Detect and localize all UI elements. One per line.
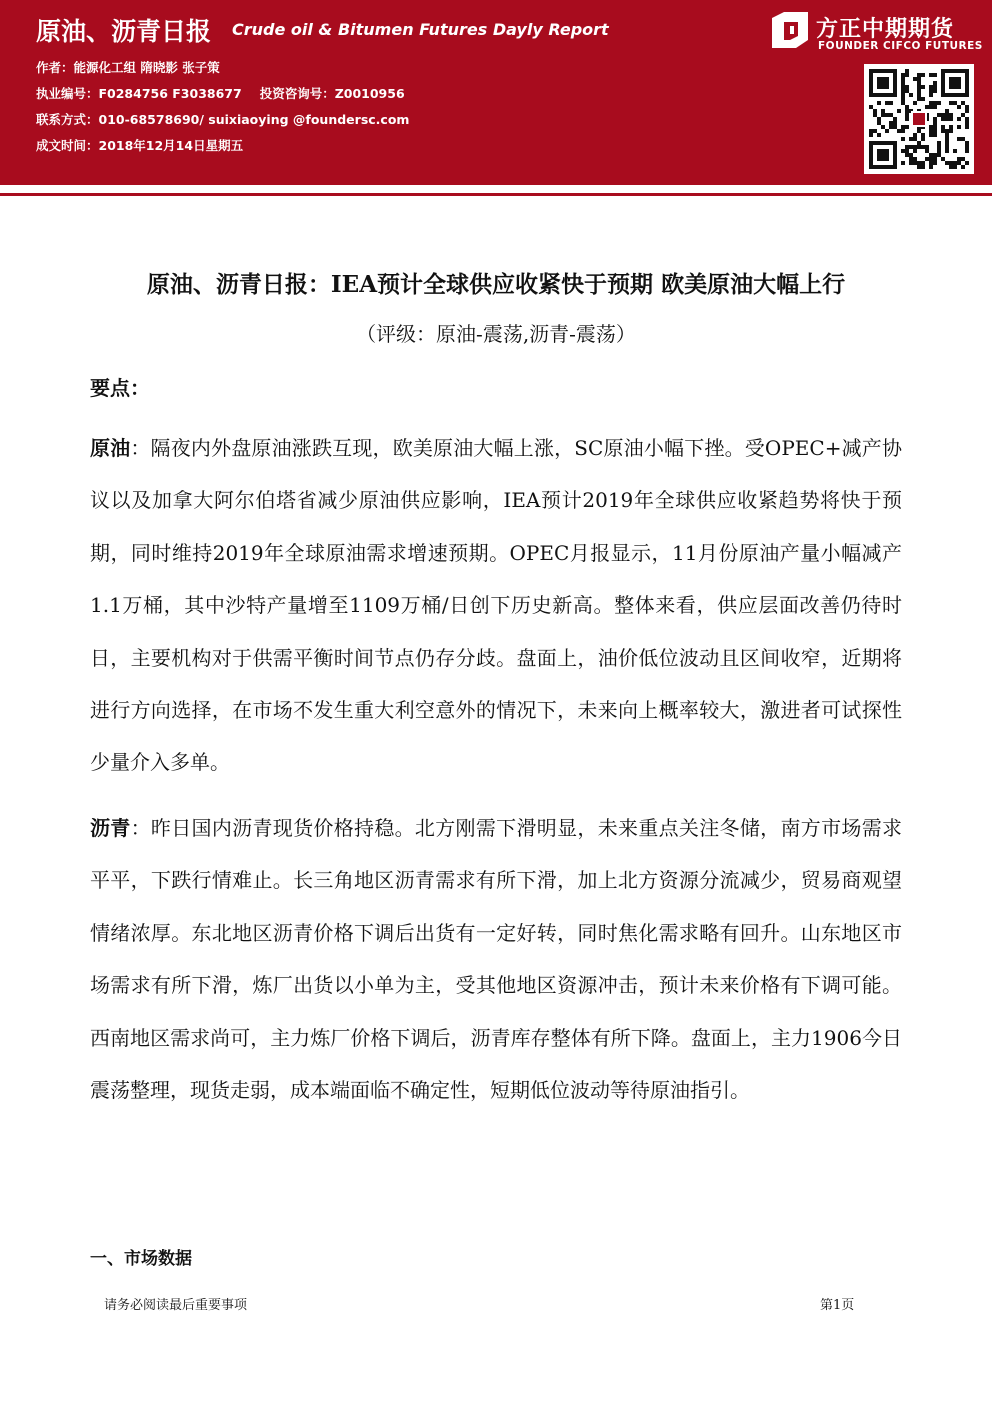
crude-oil-text: ：隔夜内外盘原油涨跌互现，欧美原油大幅上涨，SC原油小幅下挫。受OPEC+减产协议以及加拿大阿尔伯塔省减少原油供应影响，IEA预计2019年全球供应收紧趋势将快于预期，同时维持2019年全球原油需求增速预期。OPEC月报显示，11月份原油产量小幅减产1.1万桶，其中沙特产量增至1109万桶/日创下历史新高。整体来看，供应层面改善仍待时日，主要机构对于供需平衡时间节点仍存分歧。盘面上，油价低位波动且区间收窄，近期将进行方向选择，在市场不发生重大利空意外的情况下，未来向上概率较大，激进者可试探性少量介入多单。: [90, 436, 902, 775]
section-market-data: 一、市场数据: [90, 1249, 192, 1269]
logo-name-en: FOUNDER CIFCO FUTURES: [818, 40, 983, 52]
key-points-label: 要点：: [90, 376, 150, 400]
date-line: 成文时间：2018年12月14日星期五: [36, 138, 244, 153]
qr-code-icon: [864, 64, 974, 174]
footer-notice: 请务必阅读最后重要事项: [104, 1298, 248, 1313]
page-number: 第1页: [820, 1298, 855, 1313]
consult-number: 投资咨询号：Z0010956: [259, 86, 405, 101]
header-divider: [0, 182, 992, 198]
bitumen-lead: 沥青: [90, 816, 131, 840]
authors-line: 作者：能源化工组 隋晓影 张子策: [36, 60, 220, 75]
license-number: 执业编号：F0284756 F3038677: [36, 86, 242, 101]
rating-line: （评级：原油-震荡,沥青-震荡）: [356, 322, 636, 346]
bitumen-paragraph: [90, 802, 902, 1116]
report-title: 原油、沥青日报：IEA预计全球供应收紧快于预期 欧美原油大幅上行: [146, 271, 846, 298]
crude-oil-lead: 原油: [90, 436, 131, 460]
contact-line: 联系方式：010-68578690/ suixiaoying @foundersc.com: [36, 112, 410, 127]
header-title-cn: 原油、沥青日报: [36, 17, 212, 46]
logo-mark-icon: [770, 10, 810, 50]
crude-oil-paragraph: [90, 422, 902, 789]
bitumen-text: ：昨日国内沥青现货价格持稳。北方刚需下滑明显，未来重点关注冬储，南方市场需求平平，下跌行情难止。长三角地区沥青需求有所下滑，加上北方资源分流减少，贸易商观望情绪浓厚。东北地区沥青价格下调后出货有一定好转，同时焦化需求略有回升。山东地区市场需求有所下滑，炼厂出货以小单为主，受其他地区资源冲击，预计未来价格有下调可能。西南地区需求尚可，主力炼厂价格下调后，沥青库存整体有所下降。盘面上，主力1906今日震荡整理，现货走弱，成本端面临不确定性，短期低位波动等待原油指引。: [90, 816, 903, 1103]
company-logo: [770, 10, 985, 58]
report-header: [0, 0, 992, 182]
logo-name-cn: 方正中期期货: [816, 17, 955, 42]
license-line: [36, 84, 405, 102]
header-title-en: Crude oil & Bitumen Futures Dayly Report: [232, 20, 609, 39]
